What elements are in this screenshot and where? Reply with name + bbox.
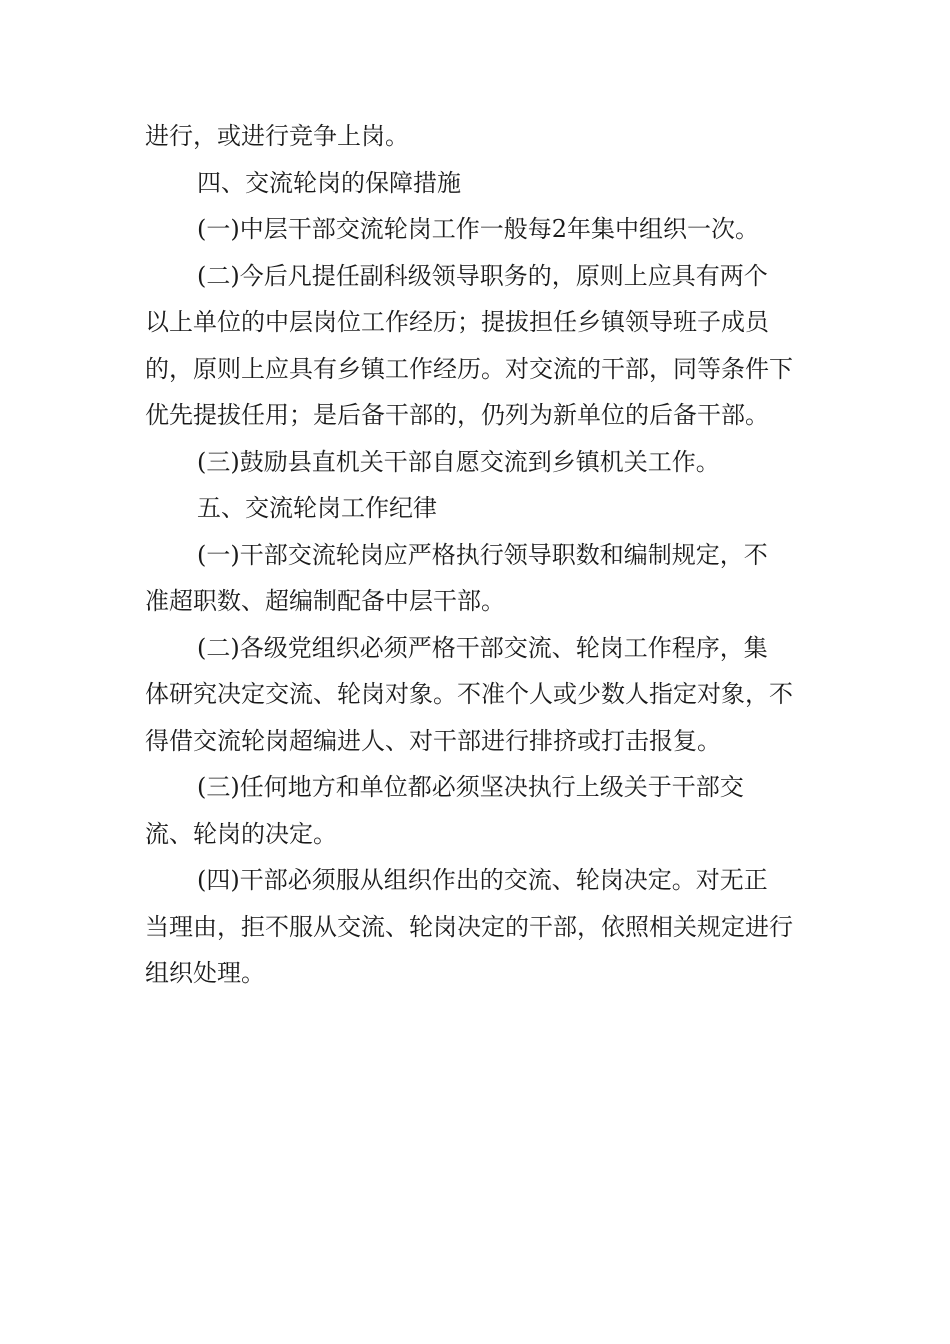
text-line: (二)今后凡提任副科级领导职务的，原则上应具有两个 xyxy=(197,261,768,290)
paragraph xyxy=(145,857,810,997)
text-line: (一)干部交流轮岗应严格执行领导职数和编制规定，不 xyxy=(197,540,768,569)
text-line: (二)各级党组织必须严格干部交流、轮岗工作程序，集 xyxy=(197,633,768,662)
paragraph xyxy=(145,253,810,439)
paragraph xyxy=(145,113,810,160)
text-line: 五、交流轮岗工作纪律 xyxy=(197,494,437,522)
text-line: 得借交流轮岗超编进人、对干部进行排挤或打击报复。 xyxy=(145,726,721,755)
text-line: (三)鼓励县直机关干部自愿交流到乡镇机关工作。 xyxy=(197,447,720,476)
text-line: 流、轮岗的决定。 xyxy=(145,819,337,848)
paragraph xyxy=(145,439,810,486)
text-line: (三)任何地方和单位都必须坚决执行上级关于干部交 xyxy=(197,773,744,801)
text-line: 组织处理。 xyxy=(145,959,265,987)
text-line: 进行，或进行竞争上岗。 xyxy=(145,122,409,150)
text-line: 体研究决定交流、轮岗对象。不准个人或少数人指定对象，不 xyxy=(145,680,793,708)
text-line: 以上单位的中层岗位工作经历；提拔担任乡镇领导班子成员 xyxy=(145,308,769,336)
text-line: 的，原则上应具有乡镇工作经历。对交流的干部，同等条件下 xyxy=(145,354,793,383)
text-line: 准超职数、超编制配备中层干部。 xyxy=(145,587,505,615)
paragraph xyxy=(145,764,810,857)
paragraph xyxy=(145,532,810,625)
text-line: 优先提拔任用；是后备干部的，仍列为新单位的后备干部。 xyxy=(145,401,769,429)
text-line: 当理由，拒不服从交流、轮岗决定的干部，依照相关规定进行 xyxy=(145,912,793,941)
text-line: 四、交流轮岗的保障措施 xyxy=(197,168,461,197)
paragraph xyxy=(145,206,810,253)
text-line: (一)中层干部交流轮岗工作一般每2年集中组织一次。 xyxy=(197,215,759,243)
paragraph xyxy=(145,625,810,765)
text-line: (四)干部必须服从组织作出的交流、轮岗决定。对无正 xyxy=(197,866,768,894)
paragraph xyxy=(145,485,810,532)
paragraph xyxy=(145,160,810,207)
document-body xyxy=(145,113,810,997)
